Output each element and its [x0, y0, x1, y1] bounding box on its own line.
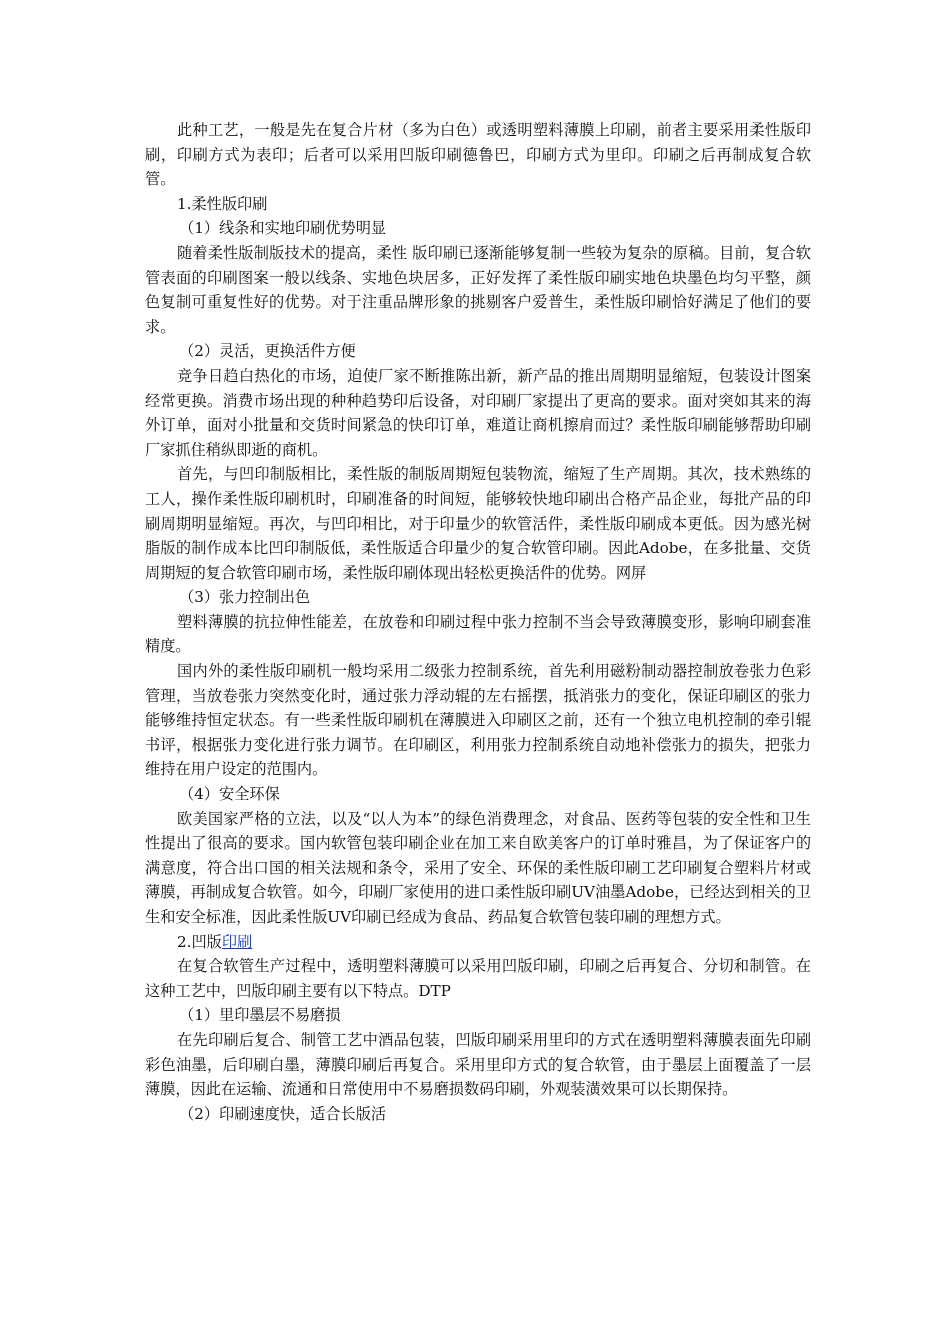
heading-flexo-printing: 1.柔性版印刷	[177, 194, 268, 213]
paragraph-cycle: 首先，与凹印制版相比，柔性版的制版周期短包装物流，缩短了生产周期。其次，技术熟练的工人，操作柔性版印刷机时，印刷准备的时间短，能够较快地印刷出合格产品企业，每批产品的印刷周期明显缩短。再次，与凹印相比，对于印量少的软管活件，柔性版印刷成本更低。因为感光树脂版的制作成本比凹印制版低，柔性版适合印量少的复合软管印刷。因此Adobe，在多批量、交货周期短的复合软管印刷市场，柔性版印刷体现出轻松更换活件的优势。网屏	[145, 465, 811, 582]
subheading-speed: （2）印刷速度快，适合长版活	[179, 1104, 387, 1123]
subheading-reverse-print: （1）里印墨层不易磨损	[179, 1006, 341, 1025]
subheading-flexible: （2）灵活，更换活件方便	[179, 342, 356, 361]
paragraph-intro: 此种工艺，一般是先在复合片材（多为白色）或透明塑料薄膜上印刷，前者主要采用柔性版印刷，印刷方式为表印；后者可以采用凹版印刷德鲁巴，印刷方式为里印。印刷之后再制成复合软管。	[145, 121, 811, 189]
paragraph-film: 塑料薄膜的抗拉伸性能差，在放卷和印刷过程中张力控制不当会导致薄膜变形，影响印刷套准精度。	[145, 612, 811, 656]
paragraph-tension-control: 国内外的柔性版印刷机一般均采用二级张力控制系统，首先利用磁粉制动器控制放卷张力色彩管理，当放卷张力突然变化时，通过张力浮动辊的左右摇摆，抵消张力的变化，保证印刷区的张力能够维持恒定状态。有一些柔性版印刷机在薄膜进入印刷区之前，还有一个独立电机控制的牵引辊书评，根据张力变化进行张力调节。在印刷区，利用张力控制系统自动地补偿张力的损失，把张力维持在用户设定的范围内。	[145, 662, 811, 779]
heading-gravure-printing	[145, 930, 811, 955]
heading-gravure-prefix: 2.凹版	[177, 932, 222, 951]
subheading-safety: （4）安全环保	[179, 785, 280, 804]
paragraph-market: 竞争日趋白热化的市场，迫使厂家不断推陈出新，新产品的推出周期明显缩短，包装设计图案经常更换。消费市场出现的种种趋势印后设备，对印刷厂家提出了更高的要求。面对突如其来的海外订单，面对小批量和交货时间紧急的快印订单，难道让商机擦肩而过？柔性版印刷能够帮助印刷厂家抓住稍纵即逝的商机。	[145, 366, 811, 459]
paragraph-gravure-intro: 在复合软管生产过程中，透明塑料薄膜可以采用凹版印刷，印刷之后再复合、分切和制管。在这种工艺中，凹版印刷主要有以下特点。DTP	[145, 957, 811, 1000]
paragraph-reverse-print: 在先印刷后复合、制管工艺中酒品包装，凹版印刷采用里印的方式在透明塑料薄膜表面先印刷彩色油墨，后印刷白墨，薄膜印刷后再复合。采用里印方式的复合软管，由于墨层上面覆盖了一层薄膜，因此在运输、流通和日常使用中不易磨损数码印刷，外观装潢效果可以长期保持。	[145, 1030, 811, 1099]
paragraph-flexo-tech: 随着柔性版制版技术的提高，柔性 版印刷已逐渐能够复制一些较为复杂的原稿。目前，复合软管表面的印刷图案一般以线条、实地色块居多，正好发挥了柔性版印刷实地色块墨色均匀平整，颜色复制可重复性好的优势。对于注重品牌形象的挑剔客户爱普生，柔性版印刷恰好满足了他们的要求。	[145, 243, 811, 336]
subheading-tension: （3）张力控制出色	[179, 588, 311, 607]
paragraph-safety: 欧美国家严格的立法，以及“以人为本”的绿色消费理念，对食品、医药等包装的安全性和卫生性提出了很高的要求。国内软管包装印刷企业在加工来自欧美客户的订单时雅昌，为了保证客户的满意度，符合出口国的相关法规和条令，采用了安全、环保的柔性版印刷工艺印刷复合塑料片材或薄膜，再制成复合软管。如今，印刷厂家使用的进口柔性版印刷UV油墨Adobe，已经达到相关的卫生和安全标准，因此柔性版UV印刷已经成为食品、药品复合软管包装印刷的理想方式。	[145, 809, 811, 926]
document-body	[145, 118, 811, 1126]
printing-link[interactable]: 印刷	[221, 932, 253, 951]
subheading-line-solid: （1）线条和实地印刷优势明显	[179, 219, 387, 238]
